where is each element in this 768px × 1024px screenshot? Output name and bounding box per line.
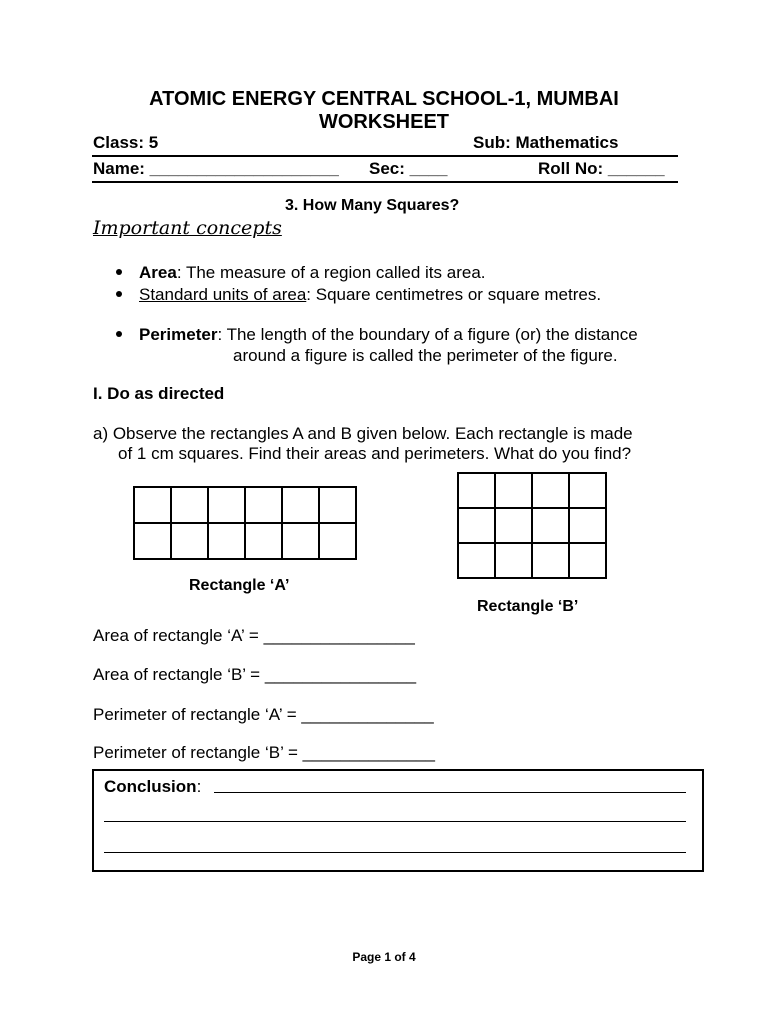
rectangle-b-grid	[457, 472, 607, 579]
school-name: ATOMIC ENERGY CENTRAL SCHOOL-1, MUMBAI	[149, 88, 619, 110]
grid-square	[495, 543, 532, 578]
grid-square	[208, 523, 245, 559]
rectangle-a-grid	[133, 486, 357, 560]
answer-perimeter-a[interactable]: Perimeter of rectangle ‘A’ = ______________	[93, 705, 434, 724]
concept-term: Area	[139, 263, 177, 282]
bullet-icon	[116, 291, 122, 297]
concepts-heading: Important concepts	[93, 217, 282, 239]
grid-square	[458, 543, 495, 578]
answer-perimeter-b[interactable]: Perimeter of rectangle ‘B’ = ______________	[93, 743, 435, 762]
rectangle-a-label: Rectangle ‘A’	[189, 577, 290, 594]
worksheet-title: WORKSHEET	[319, 111, 449, 133]
grid-square	[532, 543, 569, 578]
grid-square	[458, 508, 495, 543]
name-field: Name: ____________________	[93, 159, 339, 178]
bullet-icon	[116, 269, 122, 275]
conclusion-label-wrap	[104, 777, 201, 797]
class-label: Class: 5	[93, 133, 159, 152]
conclusion-line-2[interactable]	[104, 821, 686, 822]
concept-area	[139, 263, 486, 283]
concept-text: : The measure of a region called its area.	[176, 263, 486, 282]
grid-square	[245, 487, 282, 523]
grid-square	[171, 523, 208, 559]
answer-area-b[interactable]: Area of rectangle ‘B’ = ________________	[93, 665, 417, 684]
header-rule-bottom	[92, 181, 678, 183]
concept-units	[139, 285, 601, 305]
page-number: Page 1 of 4	[352, 950, 416, 964]
subject-label: Sub: Mathematics	[473, 133, 619, 152]
concept-term: Standard units of area	[139, 285, 307, 304]
grid-square	[171, 487, 208, 523]
concept-perimeter-continuation: around a figure is called the perimeter of the figure.	[233, 346, 618, 365]
concept-text: : Square centimetres or square metres.	[306, 285, 602, 304]
bullet-icon	[116, 331, 122, 337]
grid-square	[208, 487, 245, 523]
answer-area-a[interactable]: Area of rectangle ‘A’ = ________________	[93, 626, 415, 645]
grid-square	[532, 473, 569, 508]
grid-square	[569, 508, 606, 543]
grid-square	[134, 523, 171, 559]
question-line-1: a) Observe the rectangles A and B given below. Each rectangle is made	[93, 424, 633, 443]
section-field: Sec: ____	[369, 159, 448, 178]
grid-square	[319, 487, 356, 523]
grid-square	[282, 487, 319, 523]
grid-square	[569, 543, 606, 578]
grid-square	[495, 473, 532, 508]
conclusion-label: Conclusion	[104, 777, 197, 796]
header-rule-top	[92, 155, 678, 157]
roll-no-field: Roll No: ______	[538, 159, 665, 178]
grid-square	[532, 508, 569, 543]
grid-square	[245, 523, 282, 559]
question-line-2: of 1 cm squares. Find their areas and perimeters. What do you find?	[118, 444, 632, 463]
concept-term: Perimeter	[139, 325, 218, 344]
grid-square	[134, 487, 171, 523]
concept-perimeter	[139, 325, 638, 345]
grid-square	[458, 473, 495, 508]
grid-square	[319, 523, 356, 559]
conclusion-line-3[interactable]	[104, 852, 686, 853]
chapter-title: 3. How Many Squares?	[285, 197, 460, 214]
grid-square	[495, 508, 532, 543]
conclusion-colon: :	[196, 777, 202, 796]
rectangle-b-label: Rectangle ‘B’	[477, 598, 579, 615]
section-heading: I. Do as directed	[93, 384, 225, 403]
concept-text: : The length of the boundary of a figure (or) the distance	[217, 325, 638, 344]
grid-square	[282, 523, 319, 559]
conclusion-box	[92, 769, 704, 872]
conclusion-line-1[interactable]	[214, 792, 686, 793]
grid-square	[569, 473, 606, 508]
